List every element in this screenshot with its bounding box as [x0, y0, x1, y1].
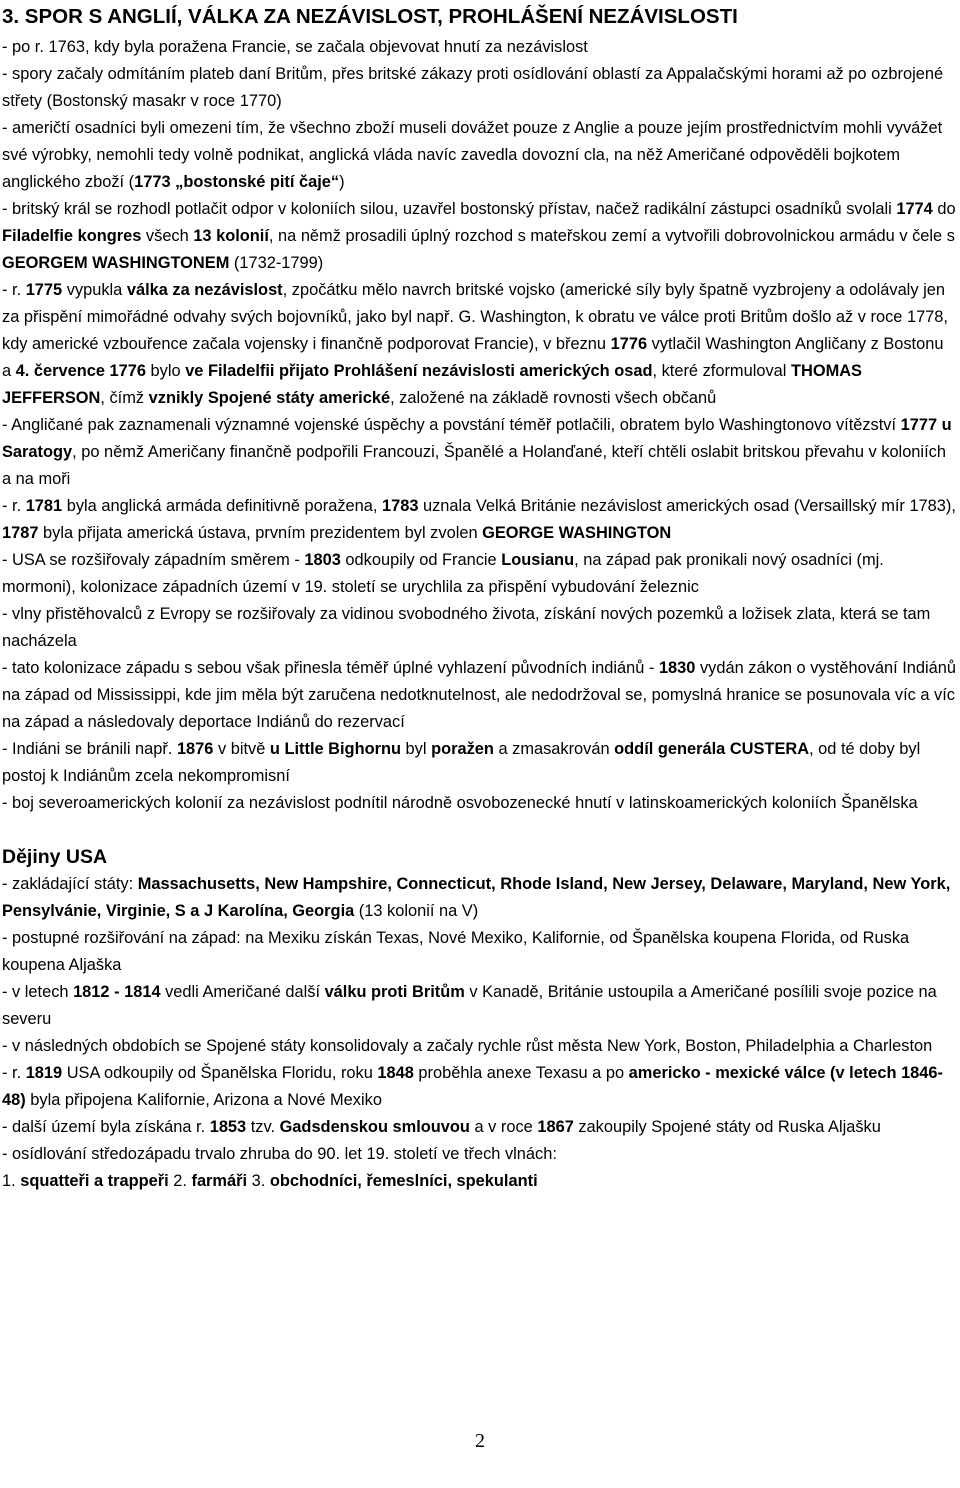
bullet-paragraph	[2, 601, 957, 655]
bold-text: u Little Bighornu	[269, 740, 401, 758]
text-run: 1.	[2, 1172, 21, 1190]
bold-text: 1776	[610, 335, 648, 353]
text-run: , na němž prosadili úplný rozchod s mateřskou zemí a vytvořili dobrovolnickou armádu v čele s	[268, 227, 955, 245]
bold-text: 1787	[2, 524, 39, 542]
bold-text: Massachusetts, New Hampshire, Connecticut, Rhode Island, New Jersey, Delaware, Maryland, New York, Pensylvánie, Virginie, S a J Karolína, Georgia	[2, 875, 951, 920]
text-run: byla anglická armáda definitivně poražena,	[62, 497, 382, 515]
text-run: bylo	[146, 362, 186, 380]
bold-text: 1774	[896, 200, 933, 218]
text-run: uznala Velká Británie nezávislost amerických osad (Versaillský mír 1783),	[418, 497, 956, 515]
bold-text: 1812 - 1814	[73, 983, 161, 1001]
bold-text: squatteři a trappeři	[20, 1172, 169, 1190]
section-usa-history	[2, 871, 957, 1195]
text-run: (1732-1799)	[229, 254, 324, 272]
text-run: - r.	[2, 1064, 26, 1082]
text-run: odkoupily od Francie	[340, 551, 502, 569]
section-heading: 3. SPOR S ANGLIÍ, VÁLKA ZA NEZÁVISLOST, PROHLÁŠENÍ NEZÁVISLOSTI	[2, 5, 738, 28]
bullet-paragraph	[2, 736, 957, 790]
bullet-paragraph	[2, 115, 957, 196]
text-run: - Indiáni se bránili např.	[2, 740, 177, 758]
text-run: - USA se rozšiřovaly západním směrem -	[2, 551, 305, 569]
bullet-paragraph	[2, 493, 957, 547]
text-run: - boj severoamerických kolonií za nezávislost podnítil národně osvobozenecké hnutí v latinskoamerických koloniích Španělska	[2, 794, 918, 812]
text-run: , čímž	[100, 389, 149, 407]
document-body	[2, 34, 957, 1195]
bold-text: 1781	[25, 497, 63, 515]
text-run: všech	[141, 227, 194, 245]
text-run: 2.	[168, 1172, 192, 1190]
text-run: a zmasakrován	[493, 740, 615, 758]
text-run: v bitvě	[213, 740, 270, 758]
bullet-paragraph	[2, 925, 957, 979]
bold-text: vznikly Spojené státy americké	[148, 389, 391, 407]
text-run: - tato kolonizace západu s sebou však přinesla téměř úplné vyhlazení původních indiánů -	[2, 659, 659, 677]
text-run: - Angličané pak zaznamenali významné vojenské úspěchy a povstání téměř potlačili, obratem bylo Washingtonovo vítězství	[2, 416, 901, 434]
text-run: - v letech	[2, 983, 74, 1001]
bullet-paragraph	[2, 655, 957, 736]
text-run: 3.	[247, 1172, 270, 1190]
bullet-paragraph	[2, 871, 957, 925]
bold-text: 1773 „bostonské pití čaje“	[134, 173, 340, 191]
text-run: , založené na základě rovnosti všech občanů	[390, 389, 717, 407]
bold-text: 1876	[176, 740, 214, 758]
text-run: , kdy byla poražena Francie, se začala objevovat hnutí za nezávislost	[84, 38, 588, 56]
text-run: - r.	[2, 281, 26, 299]
text-run: , od té doby byl postoj k Indiánům zcela nekompromisní	[2, 740, 921, 785]
bold-text: THOMAS JEFFERSON	[2, 362, 862, 407]
section-gap	[2, 817, 957, 844]
page-number: 2	[475, 1430, 485, 1452]
text-run: - postupné rozšiřování na západ: na Mexiku získán Texas, Nové Mexiko, Kalifornie, od Španělska koupena Florida, od Ruska koupena Aljaška	[2, 929, 910, 974]
text-run: , které zformuloval	[652, 362, 791, 380]
text-run: zakoupily Spojené státy od Ruska Aljašku	[573, 1118, 881, 1136]
text-run: byl	[401, 740, 432, 758]
bold-text: 1783	[381, 497, 419, 515]
bold-text: Lousianu	[501, 551, 575, 569]
bold-text: 1775	[25, 281, 63, 299]
text-run: vypukla	[62, 281, 127, 299]
bold-text: poražen	[431, 740, 494, 758]
bold-text: farmáři	[191, 1172, 248, 1190]
text-run: byla přijata americká ústava, prvním prezidentem byl zvolen	[38, 524, 483, 542]
text-run: - v následných obdobích se Spojené státy konsolidovaly a začaly rychle růst města New York, Boston, Philadelphia a Charleston	[2, 1037, 933, 1055]
text-run: , po němž Američany finančně podpořili Francouzi, Španělé a Holanďané, kteří chtěli oslabit britskou převahu v koloniích a na moři	[2, 443, 946, 488]
bold-text: 1848	[377, 1064, 414, 1082]
bullet-paragraph	[2, 277, 957, 412]
bold-text: Gadsdenskou smlouvou	[279, 1118, 470, 1136]
text-run: - osídlování středozápadu trvalo zhruba do 90. let 19. století ve třech vlnách:	[2, 1145, 557, 1163]
bold-text: 1803	[304, 551, 341, 569]
text-run: 1763	[48, 38, 85, 56]
text-run: - zakládající státy:	[2, 875, 138, 893]
text-run: vydán zákon o vystěhování Indiánů na západ od Mississippi, kde jim měla být zaručena nedotknutelnost, ale nedodržoval se, pomyslná hranice se posunovala víc a víc na západ a následovaly deportace Indiánů do rezervací	[2, 659, 957, 731]
text-run: a v roce	[469, 1118, 538, 1136]
bold-text: obchodníci, řemeslníci, spekulanti	[269, 1172, 538, 1190]
text-run: (13 kolonií na V)	[354, 902, 479, 920]
bold-text: GEORGEM WASHINGTONEM	[2, 254, 230, 272]
text-run: - američtí osadníci byli omezeni tím, že všechno zboží museli dovážet pouze z Anglie a pouze jejím prostřednictvím mohli vyvážet své výrobky, nemohli tedy volně podnikat, anglická vláda navíc zavedla dovozní cla, na něž Američané odpověděli bojkotem anglického zboží (	[2, 119, 943, 191]
bold-text: GEORGE WASHINGTON	[482, 524, 672, 542]
bullet-paragraph	[2, 196, 957, 277]
bold-text: 1867	[537, 1118, 574, 1136]
bullet-paragraph	[2, 61, 957, 115]
bold-text: americko - mexické válce (v letech 1846-48)	[2, 1064, 943, 1109]
bullet-paragraph	[2, 547, 957, 601]
bold-text: 1819	[25, 1064, 63, 1082]
bold-text: oddíl generála CUSTERA	[614, 740, 810, 758]
bold-text: válku proti Britům	[324, 983, 465, 1001]
text-run: - vlny přistěhovalců z Evropy se rozšiřovaly za vidinou svobodného života, získání nových pozemků a ložisek zlata, která se tam nacházela	[2, 605, 931, 650]
text-run: - po r.	[2, 38, 49, 56]
bold-text: 1853	[209, 1118, 247, 1136]
text-run: vytlačil Washington Angličany z Bostonu a	[2, 335, 944, 380]
text-run: - další území byla získána r.	[2, 1118, 210, 1136]
subsection-heading: Dějiny USA	[2, 846, 108, 868]
bullet-paragraph	[2, 790, 957, 817]
text-run: proběhla anexe Texasu a po	[413, 1064, 629, 1082]
bold-text: ve Filadelfii přijato Prohlášení nezávislosti amerických osad	[185, 362, 653, 380]
bullet-paragraph	[2, 412, 957, 493]
bold-text: 13 kolonií	[193, 227, 269, 245]
bullet-paragraph	[2, 34, 957, 61]
bullet-paragraph	[2, 1141, 957, 1168]
text-run: do	[932, 200, 956, 218]
bold-text: 4. července 1776	[15, 362, 146, 380]
text-run: - spory začaly odmítáním plateb daní Britům, přes britské zákazy proti osídlování oblastí za Appalačskými horami až po ozbrojené střety (Bostonský masakr v roce 1770)	[2, 65, 944, 110]
text-run: - britský král se rozhodl potlačit odpor v koloniích silou, uzavřel bostonský přístav, načež radikální zástupci osadníků svolali	[2, 200, 897, 218]
text-run: , zpočátku mělo navrch britské vojsko (americké síly byly špatně vyzbrojeny a odolávaly jen za přispění mimořádné odvahy svých bojovníků, jako byl např. G. Washington, k obratu ve válce proti Britům došlo až v roce 1778, kdy americké vzbouřence začala vojensky i finančně podporovat Francie), v březnu	[2, 281, 948, 353]
text-run: , na západ pak pronikali nový osadníci (mj. mormoni), kolonizace západních území v 19. století se urychlila za přispění vybudování železnic	[2, 551, 884, 596]
bullet-paragraph	[2, 1114, 957, 1141]
text-run: - r.	[2, 497, 26, 515]
text-run: byla připojena Kalifornie, Arizona a Nové Mexiko	[25, 1091, 382, 1109]
text-run: vedli Američané další	[160, 983, 325, 1001]
text-run: v Kanadě, Británie ustoupila a Američané posílili svoje pozice na severu	[2, 983, 937, 1028]
bold-text: válka za nezávislost	[126, 281, 283, 299]
text-run: tzv.	[246, 1118, 280, 1136]
bullet-paragraph	[2, 1168, 957, 1195]
text-run: )	[339, 173, 345, 191]
bullet-paragraph	[2, 1033, 957, 1060]
bold-text: Filadelfie kongres	[2, 227, 142, 245]
text-run: USA odkoupily od Španělska Floridu, roku	[62, 1064, 378, 1082]
bullet-paragraph	[2, 979, 957, 1033]
section-independence	[2, 34, 957, 817]
bold-text: 1777 u Saratogy	[2, 416, 952, 461]
bullet-paragraph	[2, 1060, 957, 1114]
bold-text: 1830	[658, 659, 696, 677]
